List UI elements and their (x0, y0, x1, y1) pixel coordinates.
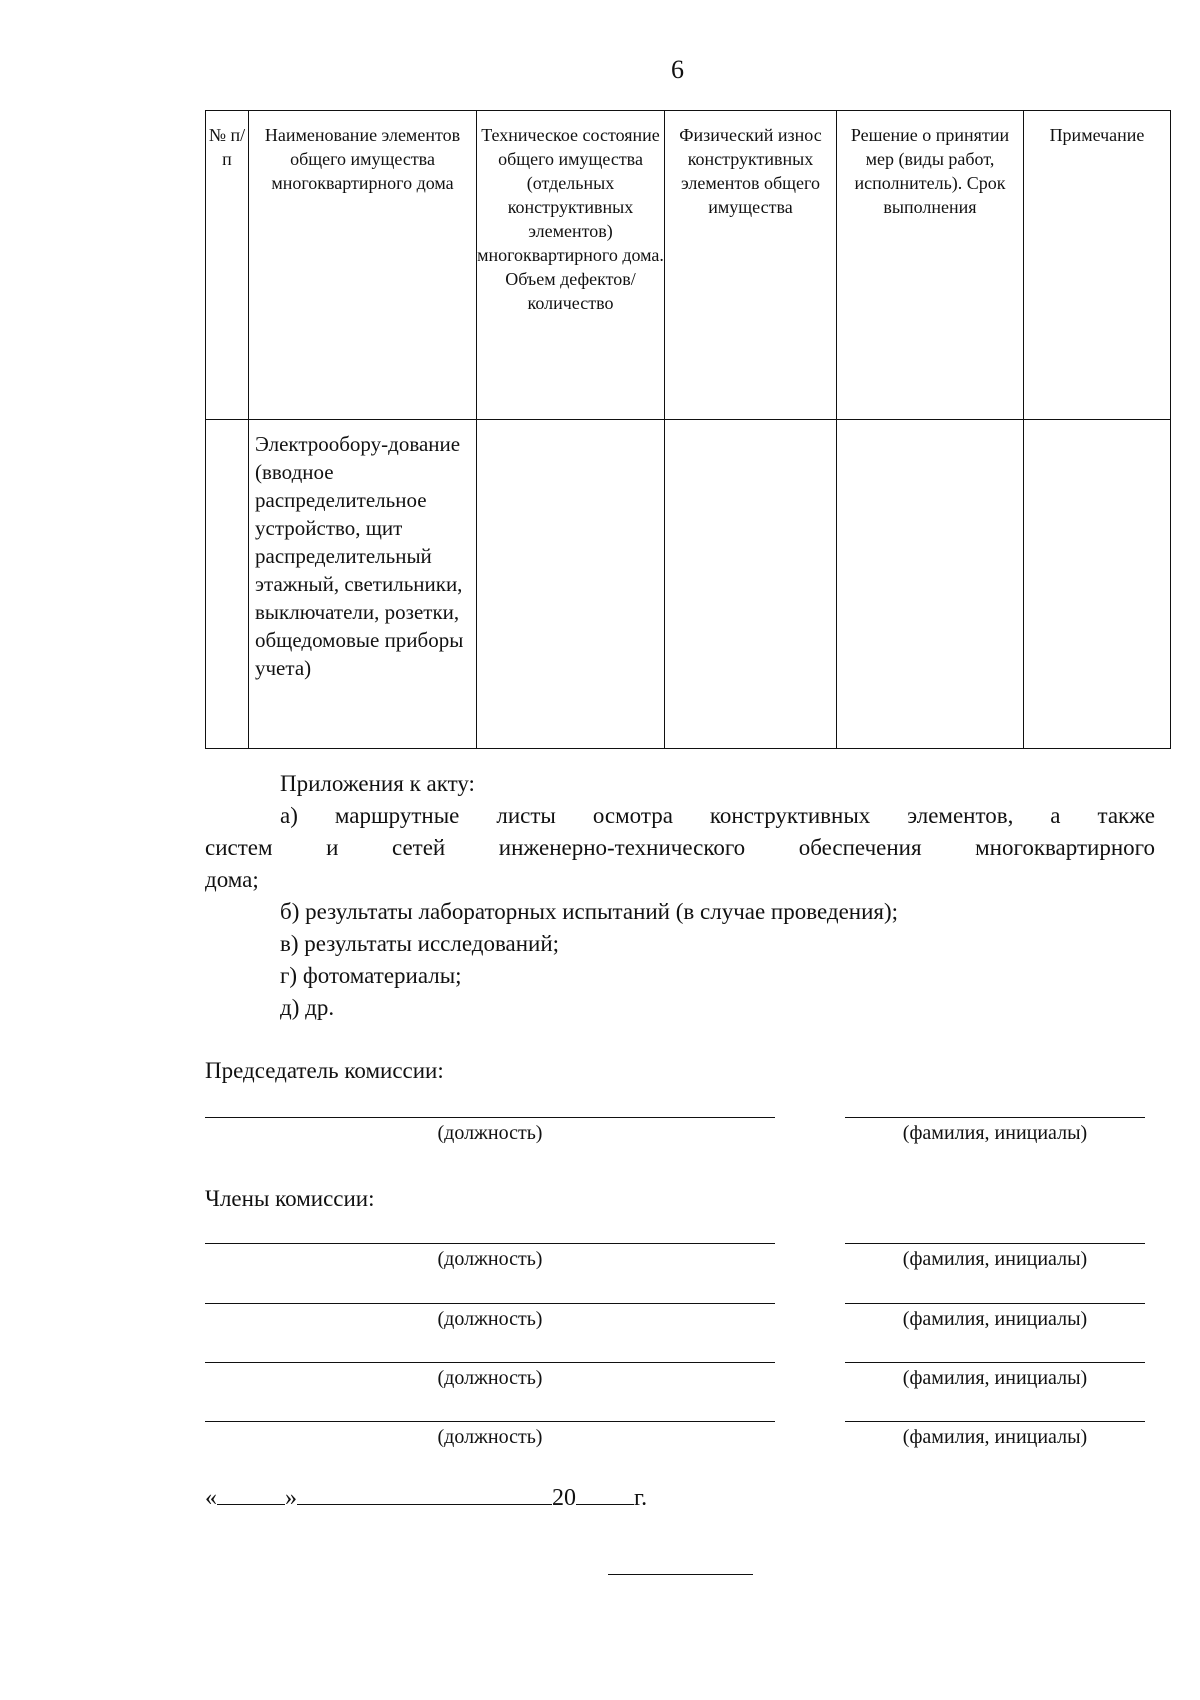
name-caption: (фамилия, инициалы) (902, 1248, 1088, 1270)
table-cell (837, 420, 1024, 749)
table-header-cell: Физический износ конструктивных элементов общего имущества (665, 111, 837, 420)
date-open-quote: « (205, 1485, 217, 1511)
table-cell (1024, 420, 1171, 749)
attachment-item-a-cont: систем и сетей инженерно-технического обеспечения многоквартирного (205, 835, 1155, 860)
table-cell (249, 420, 477, 749)
attachment-item-b: б) результаты лабораторных испытаний (в случае проведения); (280, 899, 899, 924)
name-caption: (фамилия, инициалы) (902, 1426, 1088, 1448)
member-position-line[interactable] (205, 1362, 775, 1363)
members-label: Члены комиссии: (205, 1186, 375, 1211)
member-position-line[interactable] (205, 1303, 775, 1304)
date-line (205, 1480, 647, 1512)
attachment-item-e: д) др. (280, 995, 335, 1020)
member-name-line[interactable] (845, 1421, 1145, 1422)
table-cell (665, 420, 837, 749)
position-caption: (должность) (437, 1308, 543, 1330)
attachments-heading: Приложения к акту: (280, 771, 475, 796)
name-caption: (фамилия, инициалы) (902, 1367, 1088, 1389)
member-position-line[interactable] (205, 1243, 775, 1244)
attachment-item-a: а) маршрутные листы осмотра конструктивных элементов, а также (280, 803, 1155, 828)
member-name-line[interactable] (845, 1362, 1145, 1363)
date-year-blank[interactable] (576, 1480, 634, 1505)
date-close-quote: » (285, 1485, 297, 1511)
table-header-cell: № п/п (206, 111, 249, 420)
page-number: 6 (671, 55, 684, 84)
member-name-line[interactable] (845, 1243, 1145, 1244)
name-caption: (фамилия, инициалы) (902, 1122, 1088, 1144)
position-caption: (должность) (437, 1248, 543, 1270)
position-caption: (должность) (437, 1122, 543, 1144)
table-header-cell: Техническое состояние общего имущества (отдельных конструктивных элементов) многоквартирного дома. Объем дефектов/ количество (477, 111, 665, 420)
attachment-item-d: г) фотоматериалы; (280, 963, 462, 988)
table-header-row (206, 111, 1171, 420)
date-month-blank[interactable] (297, 1480, 552, 1505)
table-header-cell: Решение о принятии мер (виды работ, исполнитель). Срок выполнения (837, 111, 1024, 420)
table-row (206, 420, 1171, 749)
name-caption: (фамилия, инициалы) (902, 1308, 1088, 1330)
element-name-text: Электрообору-дование (вводное распределительное устройство, щит распределительный этажный, светильники, выключатели, розетки, общедомовые приборы учета) (255, 432, 464, 680)
attachment-item-c: в) результаты исследований; (280, 931, 560, 956)
inspection-table (205, 110, 1171, 749)
chairman-name-line[interactable] (845, 1117, 1145, 1118)
table-cell (206, 420, 249, 749)
member-name-line[interactable] (845, 1303, 1145, 1304)
member-position-line[interactable] (205, 1421, 775, 1422)
table-header-cell: Примечание (1024, 111, 1171, 420)
table-cell (477, 420, 665, 749)
chairman-label: Председатель комиссии: (205, 1058, 444, 1083)
position-caption: (должность) (437, 1367, 543, 1389)
date-year-suffix: г. (634, 1485, 648, 1511)
date-century: 20 (552, 1485, 576, 1511)
chairman-position-line[interactable] (205, 1117, 775, 1118)
position-caption: (должность) (437, 1426, 543, 1448)
table-header-cell: Наименование элементов общего имущества многоквартирного дома (249, 111, 477, 420)
end-rule (608, 1574, 753, 1575)
date-day-blank[interactable] (217, 1480, 285, 1505)
attachment-item-a-end: дома; (205, 867, 259, 892)
